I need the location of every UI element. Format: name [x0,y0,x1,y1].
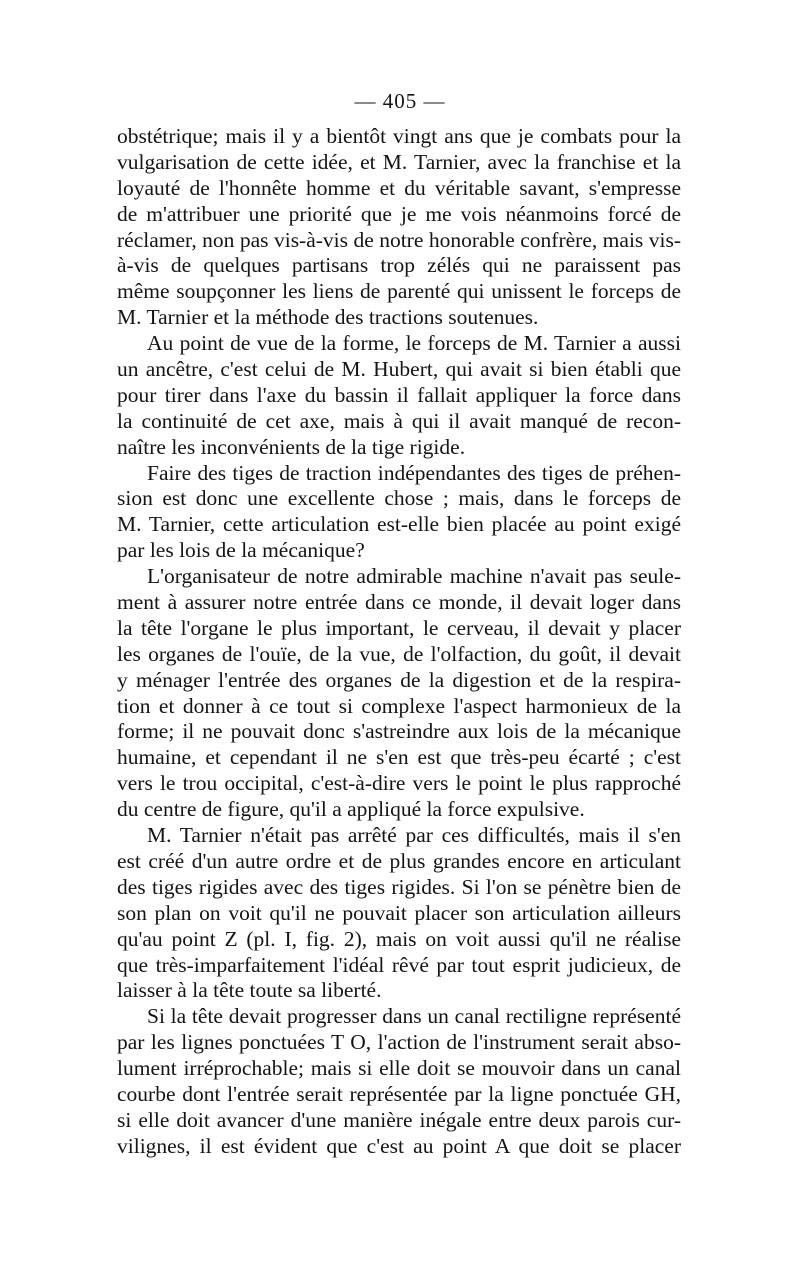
page-number: — 405 — [354,89,446,113]
text-line: est créé d'un autre ordre et de plus grandes encore en articulant [117,848,681,873]
text-line: vulgarisation de cette idée, et M. Tarnier, avec la franchise et la [117,149,681,174]
text-line: L'organisateur de notre admirable machine n'avait pas seule- [147,564,681,589]
text-line: par les lois de la mécanique? [117,538,365,563]
text-line: ment à assurer notre entrée dans ce monde, il devait loger dans [117,590,681,615]
text-line: son plan on voit qu'il ne pouvait placer son articulation ailleurs [117,900,681,925]
body-text [117,124,681,1160]
text-line: même soupçonner les liens de parenté qui unissent le forceps de [117,279,681,304]
text-line: pour tirer dans l'axe du bassin il fallait appliquer la force dans [117,382,681,407]
text-line: lument irréprochable; mais si elle doit se mouvoir dans un canal [117,1056,681,1081]
text-line: qu'au point Z (pl. I, fig. 2), mais on voit aussi qu'il ne réalise [117,926,681,951]
text-line: Au point de vue de la forme, le forceps de M. Tarnier a aussi [147,331,681,356]
text-line: naître les inconvénients de la tige rigide. [117,434,466,459]
text-line: réclamer, non pas vis-à-vis de notre honorable confrère, mais vis- [117,227,681,252]
text-line: Si la tête devait progresser dans un canal rectiligne représenté [147,1004,681,1029]
text-line: du centre de figure, qu'il a appliqué la force expulsive. [117,797,585,822]
text-line: sion est donc une excellente chose ; mais, dans le forceps de [117,486,681,511]
text-line: des tiges rigides avec des tiges rigides. Si l'on se pénètre bien de [117,874,681,899]
text-line: un ancêtre, c'est celui de M. Hubert, qui avait si bien établi que [117,357,681,382]
text-line: loyauté de l'honnête homme et du véritable savant, s'empresse [117,175,681,200]
text-line: que très-imparfaitement l'idéal rêvé par tout esprit judicieux, de [117,952,681,977]
text-line: à-vis de quelques partisans trop zélés qui ne paraissent pas [117,253,681,278]
text-line: vilignes, il est évident que c'est au point A que doit se placer [117,1133,681,1158]
text-line: vers le trou occipital, c'est-à-dire vers le point le plus rapproché [117,771,681,796]
text-line: M. Tarnier, cette articulation est-elle bien placée au point exigé [117,512,681,537]
text-line: les organes de l'ouïe, de la vue, de l'olfaction, du goût, il devait [117,641,681,666]
text-line: par les lignes ponctuées T O, l'action de l'instrument serait abso- [117,1030,681,1055]
text-line: forme; il ne pouvait donc s'astreindre aux lois de la mécanique [117,719,681,744]
text-line: laisser à la tête toute sa liberté. [117,978,382,1003]
text-line: la tête l'organe le plus important, le cerveau, il devait y placer [117,615,681,640]
text-line: y ménager l'entrée des organes de la digestion et de la respira- [117,667,681,692]
text-line: courbe dont l'entrée serait représentée par la ligne ponctuée GH, [117,1081,681,1106]
text-line: tion et donner à ce tout si complexe l'aspect harmonieux de la [117,693,681,718]
text-line: M. Tarnier et la méthode des tractions soutenues. [117,305,539,330]
text-line: M. Tarnier n'était pas arrêté par ces difficultés, mais il s'en [147,823,681,848]
text-line: obstétrique; mais il y a bientôt vingt ans que je combats pour la [117,124,681,148]
text-line: de m'attribuer une priorité que je me vois néanmoins forcé de [117,201,681,226]
text-line: Faire des tiges de traction indépendantes des tiges de préhen- [147,460,681,485]
text-line: si elle doit avancer d'une manière inégale entre deux parois cur- [117,1107,681,1132]
text-line: humaine, et cependant il ne s'en est que très-peu écarté ; c'est [117,745,681,770]
text-line: la continuité de cet axe, mais à qui il avait manqué de recon- [117,408,681,433]
